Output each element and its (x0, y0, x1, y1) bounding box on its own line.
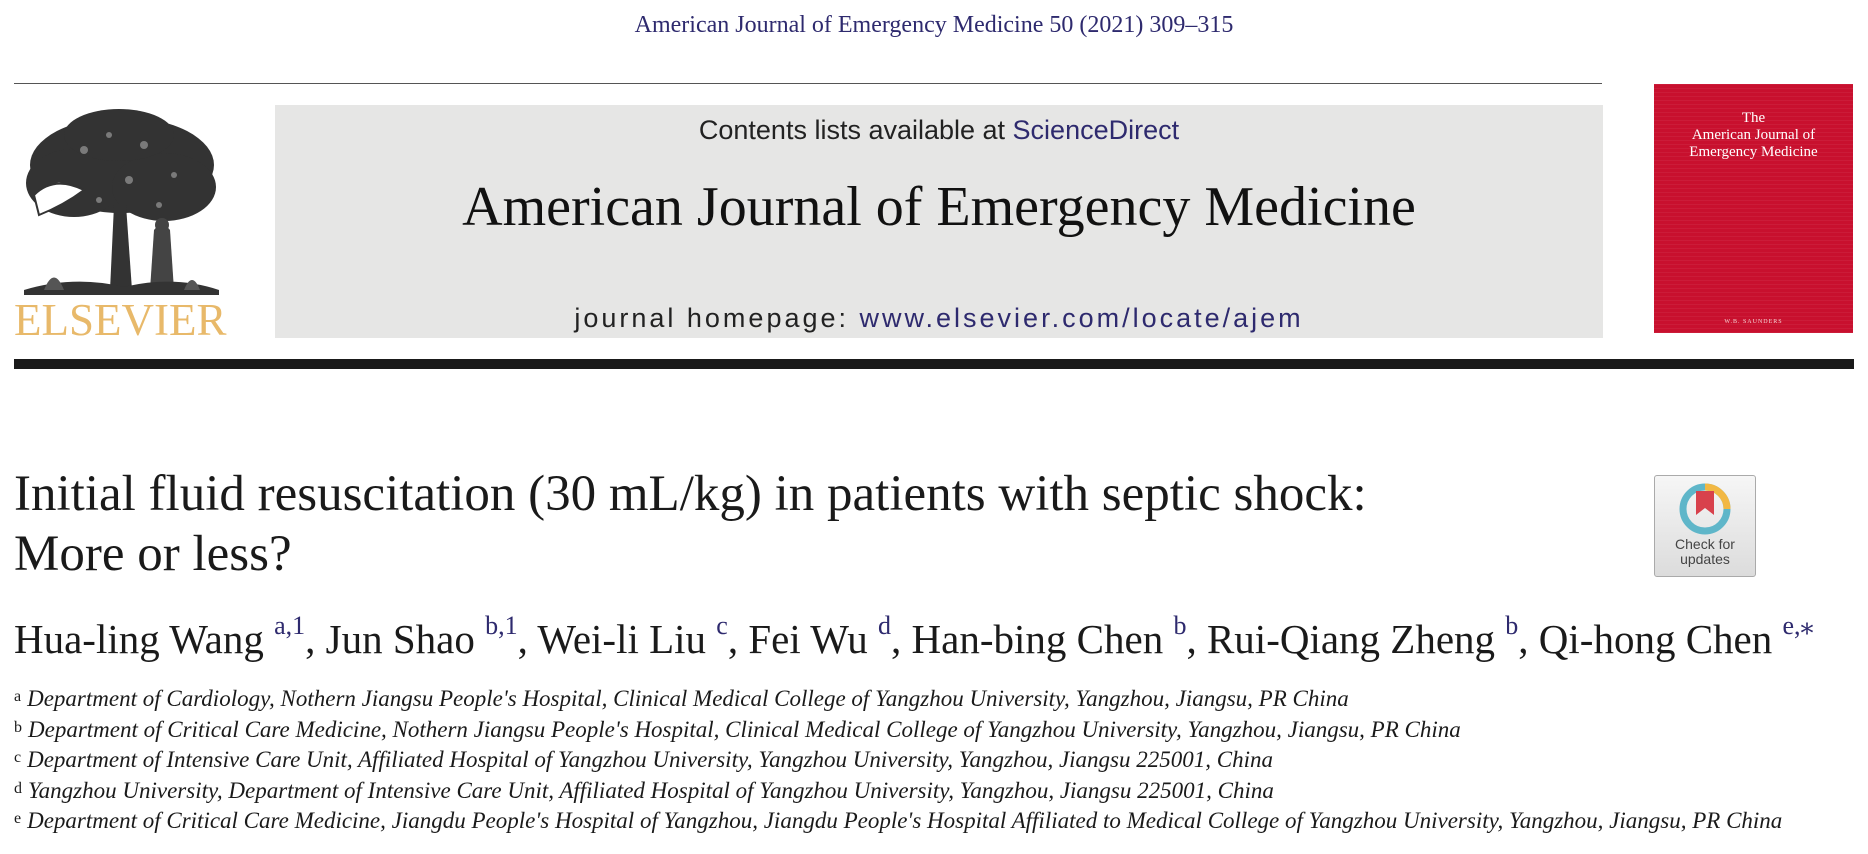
homepage-line (275, 303, 1603, 334)
affiliation-mark: e (14, 810, 22, 827)
author-name[interactable]: Jun Shao (325, 616, 475, 662)
author-name[interactable]: Fei Wu (748, 616, 868, 662)
title-line-1: Initial fluid resuscitation (30 mL/kg) in patients with septic shock: (14, 466, 1367, 522)
author-name[interactable]: Han-bing Chen (911, 616, 1164, 662)
author-separator: , (891, 616, 912, 662)
affiliation-mark: b (14, 718, 22, 736)
affiliation-text: Department of Critical Care Medicine, Nothern Jiangsu People's Hospital, Clinical Medical College of Yangzhou University, Yangzhou, Jiangsu, PR China (28, 716, 1461, 742)
check-updates-icon (1677, 481, 1733, 537)
check-label-line: updates (1680, 551, 1730, 567)
affiliation-item (14, 745, 1854, 776)
check-updates-label (1655, 537, 1755, 567)
cover-title-line: Emergency Medicine (1689, 144, 1818, 160)
check-for-updates-button[interactable] (1654, 475, 1756, 577)
affiliation-mark: a (14, 688, 22, 705)
author-separator: , (305, 616, 326, 662)
journal-citation[interactable]: American Journal of Emergency Medicine 50 (2021) 309–315 (634, 12, 1234, 38)
author-separator: , (517, 616, 538, 662)
article-title (14, 464, 1574, 584)
affiliation-item (14, 715, 1854, 746)
sciencedirect-link[interactable]: ScienceDirect (1012, 115, 1180, 145)
affiliation-item (14, 776, 1854, 807)
contents-line (275, 115, 1603, 146)
journal-banner (275, 105, 1603, 338)
affiliation-item (14, 806, 1854, 837)
title-line-2: More or less? (14, 526, 292, 582)
journal-name: American Journal of Emergency Medicine (462, 176, 1416, 238)
affiliation-text: Department of Intensive Care Unit, Affiliated Hospital of Yangzhou University, Yangzhou University, Yangzhou, Jiangsu 225001, China (27, 747, 1273, 772)
contents-prefix: Contents lists available at (698, 115, 1013, 145)
author-affiliation-marker[interactable]: b,1 (485, 611, 518, 640)
author-name[interactable]: Hua-ling Wang (14, 616, 264, 662)
author-affiliation-marker[interactable]: d (878, 611, 892, 640)
author-affiliation-marker[interactable]: e,⁎ (1782, 611, 1814, 640)
author-list (14, 611, 1854, 663)
cover-title-line: The (1741, 110, 1766, 126)
author-name[interactable]: Wei-li Liu (537, 616, 707, 662)
homepage-link[interactable]: www.elsevier.com/locate/ajem (859, 303, 1304, 333)
journal-cover[interactable] (1654, 84, 1853, 333)
elsevier-wordmark[interactable]: ELSEVIER (14, 295, 227, 345)
cover-publisher: W.B. SAUNDERS (1724, 319, 1783, 325)
author-name[interactable]: Rui-Qiang Zheng (1206, 616, 1496, 662)
author-affiliation-marker[interactable]: b (1173, 611, 1187, 640)
header-divider (14, 359, 1854, 369)
check-label-line: Check for (1675, 536, 1735, 552)
homepage-prefix: journal homepage: (574, 303, 860, 333)
affiliation-text: Department of Cardiology, Nothern Jiangsu People's Hospital, Clinical Medical College of Yangzhou University, Yangzhou, Jiangsu, PR China (27, 686, 1349, 711)
affiliation-text: Department of Critical Care Medicine, Jiangdu People's Hospital of Yangzhou, Jiangdu People's Hospital Affiliated to Medical College of Yangzhou University, Yangzhou, Jiangsu, PR China (27, 808, 1783, 833)
affiliation-item (14, 684, 1854, 715)
author-affiliation-marker[interactable]: a,1 (274, 611, 306, 640)
affiliation-text: Yangzhou University, Department of Intensive Care Unit, Affiliated Hospital of Yangzhou University, Yangzhou, Jiangsu 225001, China (28, 777, 1274, 803)
author-separator: , (1518, 616, 1539, 662)
author-affiliation-marker[interactable]: b (1505, 611, 1519, 640)
author-name[interactable]: Qi-hong Chen (1538, 616, 1773, 662)
affiliation-list (14, 684, 1854, 837)
author-affiliation-marker[interactable]: c (716, 611, 728, 640)
affiliation-mark: c (14, 749, 22, 766)
cover-title-line: American Journal of (1691, 127, 1816, 143)
header-rule (14, 83, 1602, 84)
cover-title (1654, 110, 1853, 161)
author-separator: , (727, 616, 749, 662)
author-separator: , (1186, 616, 1207, 662)
affiliation-mark: d (14, 779, 22, 797)
